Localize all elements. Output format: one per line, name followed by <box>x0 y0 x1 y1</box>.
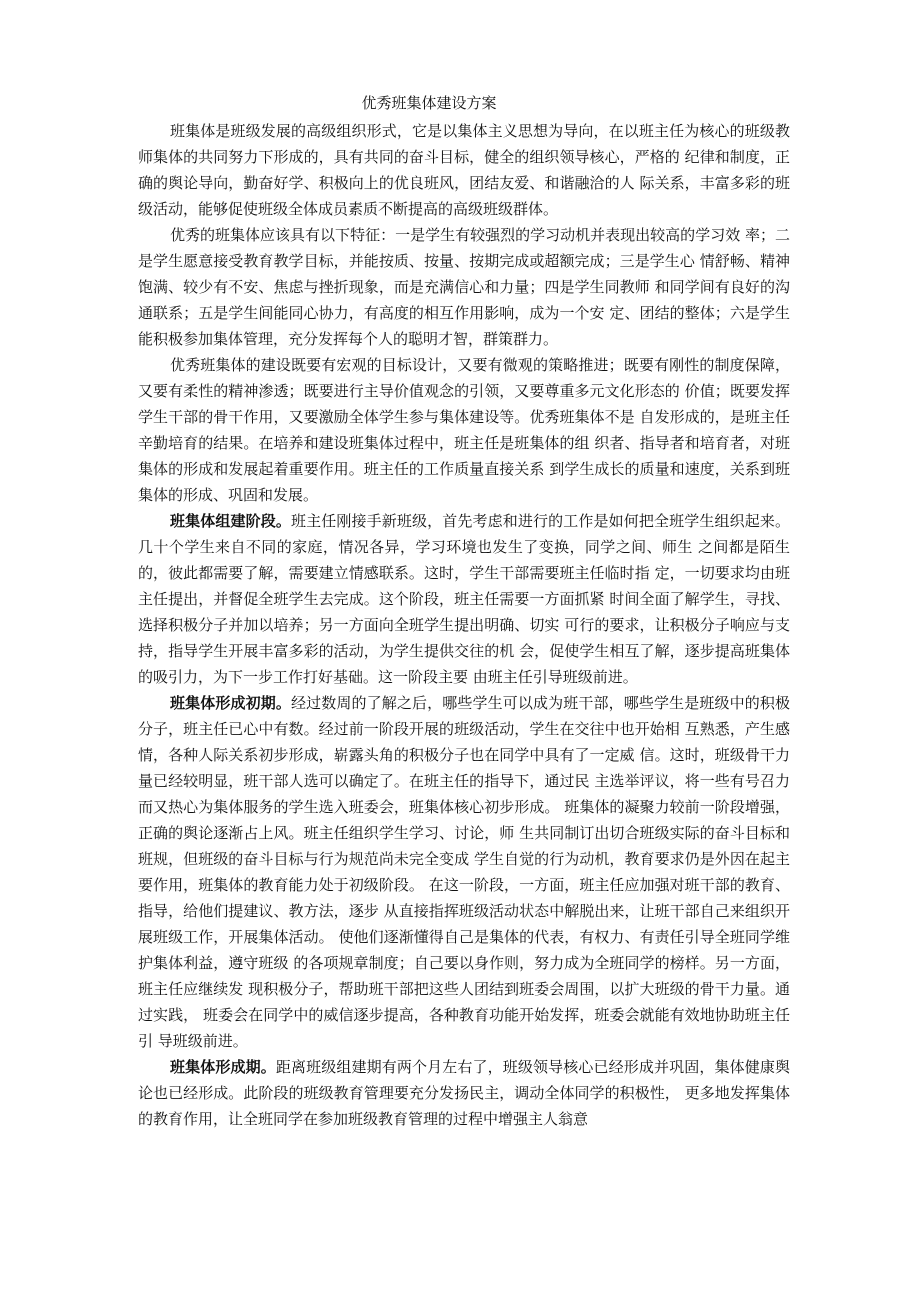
paragraph-4-text: 班主任刚接手新班级，首先考虑和进行的工作是如何把全班学生组织起来。几十个学生来自不同的家庭，情况各异，学习环境也发生了变换，同学之间、师生 之间都是陌生的，彼此都需要了解，需要建立情感联系。这时，学生干部需要班主任临时指 定，一切要求均由班主任提出，并督促全班学生去完成。这个阶段，班主任需要一方面抓紧 时间全面了解学生，寻找、选择积极分子并加以培养；另一方面向全班学生提出明确、切实 可行的要求，让积极分子响应与支持，指导学生开展丰富多彩的活动，为学生提供交往的机 会，促使学生相互了解，逐步提高班集体的吸引力，为下一步工作打好基础。这一阶段主要 由班主任引导班级前进。 <box>138 512 790 686</box>
paragraph-2 <box>138 222 790 352</box>
paragraph-3 <box>138 352 790 508</box>
paragraph-4-lead: 班集体组建阶段。 <box>170 512 291 530</box>
document-title: 优秀班集体建设方案 <box>361 94 497 112</box>
paragraph-6 <box>138 1054 790 1132</box>
paragraph-1-text: 班集体是班级发展的高级组织形式，它是以集体主义思想为导向，在以班主任为核心的班级教师集体的共同努力下形成的，具有共同的奋斗目标，健全的组织领导核心，严格的 纪律和制度，正确的舆论导向，勤奋好学、积极向上的优良班风，团结友爱、和谐融洽的人 际关系，丰富多彩的班级活动，能够促使班级全体成员素质不断提高的高级班级群体。 <box>138 122 790 218</box>
paragraph-6-lead: 班集体形成期。 <box>170 1058 276 1076</box>
paragraph-5-lead: 班集体形成初期。 <box>170 694 291 712</box>
document-page <box>138 90 790 1132</box>
paragraph-3-text: 优秀班集体的建设既要有宏观的目标设计，又要有微观的策略推进；既要有刚性的制度保障，又要有柔性的精神渗透；既要进行主导价值观念的引领，又要尊重多元文化形态的 价值；既要发挥学生干部的骨干作用，又要激励全体学生参与集体建设等。优秀班集体不是 自发形成的，是班主任辛勤培育的结果。在培养和建设班集体过程中，班主任是班集体的组 织者、指导者和培育者，对班集体的形成和发展起着重要作用。班主任的工作质量直接关系 到学生成长的质量和速度，关系到班集体的形成、巩固和发展。 <box>138 356 790 504</box>
paragraph-1 <box>138 118 790 222</box>
paragraph-5 <box>138 690 790 1054</box>
paragraph-2-text: 优秀的班集体应该具有以下特征：一是学生有较强烈的学习动机并表现出较高的学习效 率；二是学生愿意接受教育教学目标，并能按质、按量、按期完成或超额完成；三是学生心 情舒畅、精神饱满、较少有不安、焦虑与挫折现象，而是充满信心和力量；四是学生同教师 和同学间有良好的沟通联系；五是学生间能同心协力，有高度的相互作用影响，成为一个安 定、团结的整体；六是学生能积极参加集体管理，充分发挥每个人的聪明才智，群策群力。 <box>138 226 790 348</box>
paragraph-6-text: 距离班级组建期有两个月左右了，班级领导核心已经形成并巩固，集体健康舆论也已经形成。此阶段的班级教育管理要充分发扬民主，调动全体同学的积极性， 更多地发挥集体的教育作用，让全班同学在参加班级教育管理的过程中增强主人翁意 <box>138 1058 790 1128</box>
paragraph-4 <box>138 508 790 690</box>
paragraph-5-text: 经过数周的了解之后，哪些学生可以成为班干部，哪些学生是班级中的积极分子，班主任已心中有数。经过前一阶段开展的班级活动，学生在交往中也开始相 互熟悉，产生感情，各种人际关系初步形成，崭露头角的积极分子也在同学中具有了一定威 信。这时，班级骨干力量已经较明显，班干部人选可以确定了。在班主任的指导下，通过民 主选举评议，将一些有号召力而又热心为集体服务的学生选入班委会，班集体核心初步形成。 班集体的凝聚力较前一阶段增强，正确的舆论逐渐占上风。班主任组织学生学习、讨论，师 生共同制订出切合班级实际的奋斗目标和班规，但班级的奋斗目标与行为规范尚未完全变成 学生自觉的行为动机，教育要求仍是外因在起主要作用，班集体的教育能力处于初级阶段。 在这一阶段，一方面，班主任应加强对班干部的教育、指导，给他们提建议、教方法，逐步 从直接指挥班级活动状态中解脱出来，让班干部自己来组织开展班级工作，开展集体活动。 使他们逐渐懂得自己是集体的代表，有权力、有责任引导全班同学维护集体利益，遵守班级 的各项规章制度；自己要以身作则，努力成为全班同学的榜样。另一方面，班主任应继续发 现积极分子，帮助班干部把这些人团结到班委会周围，以扩大班级的骨干力量。通过实践， 班委会在同学中的威信逐步提高，各种教育功能开始发挥，班委会就能有效地协助班主任引 导班级前进。 <box>138 694 790 1050</box>
